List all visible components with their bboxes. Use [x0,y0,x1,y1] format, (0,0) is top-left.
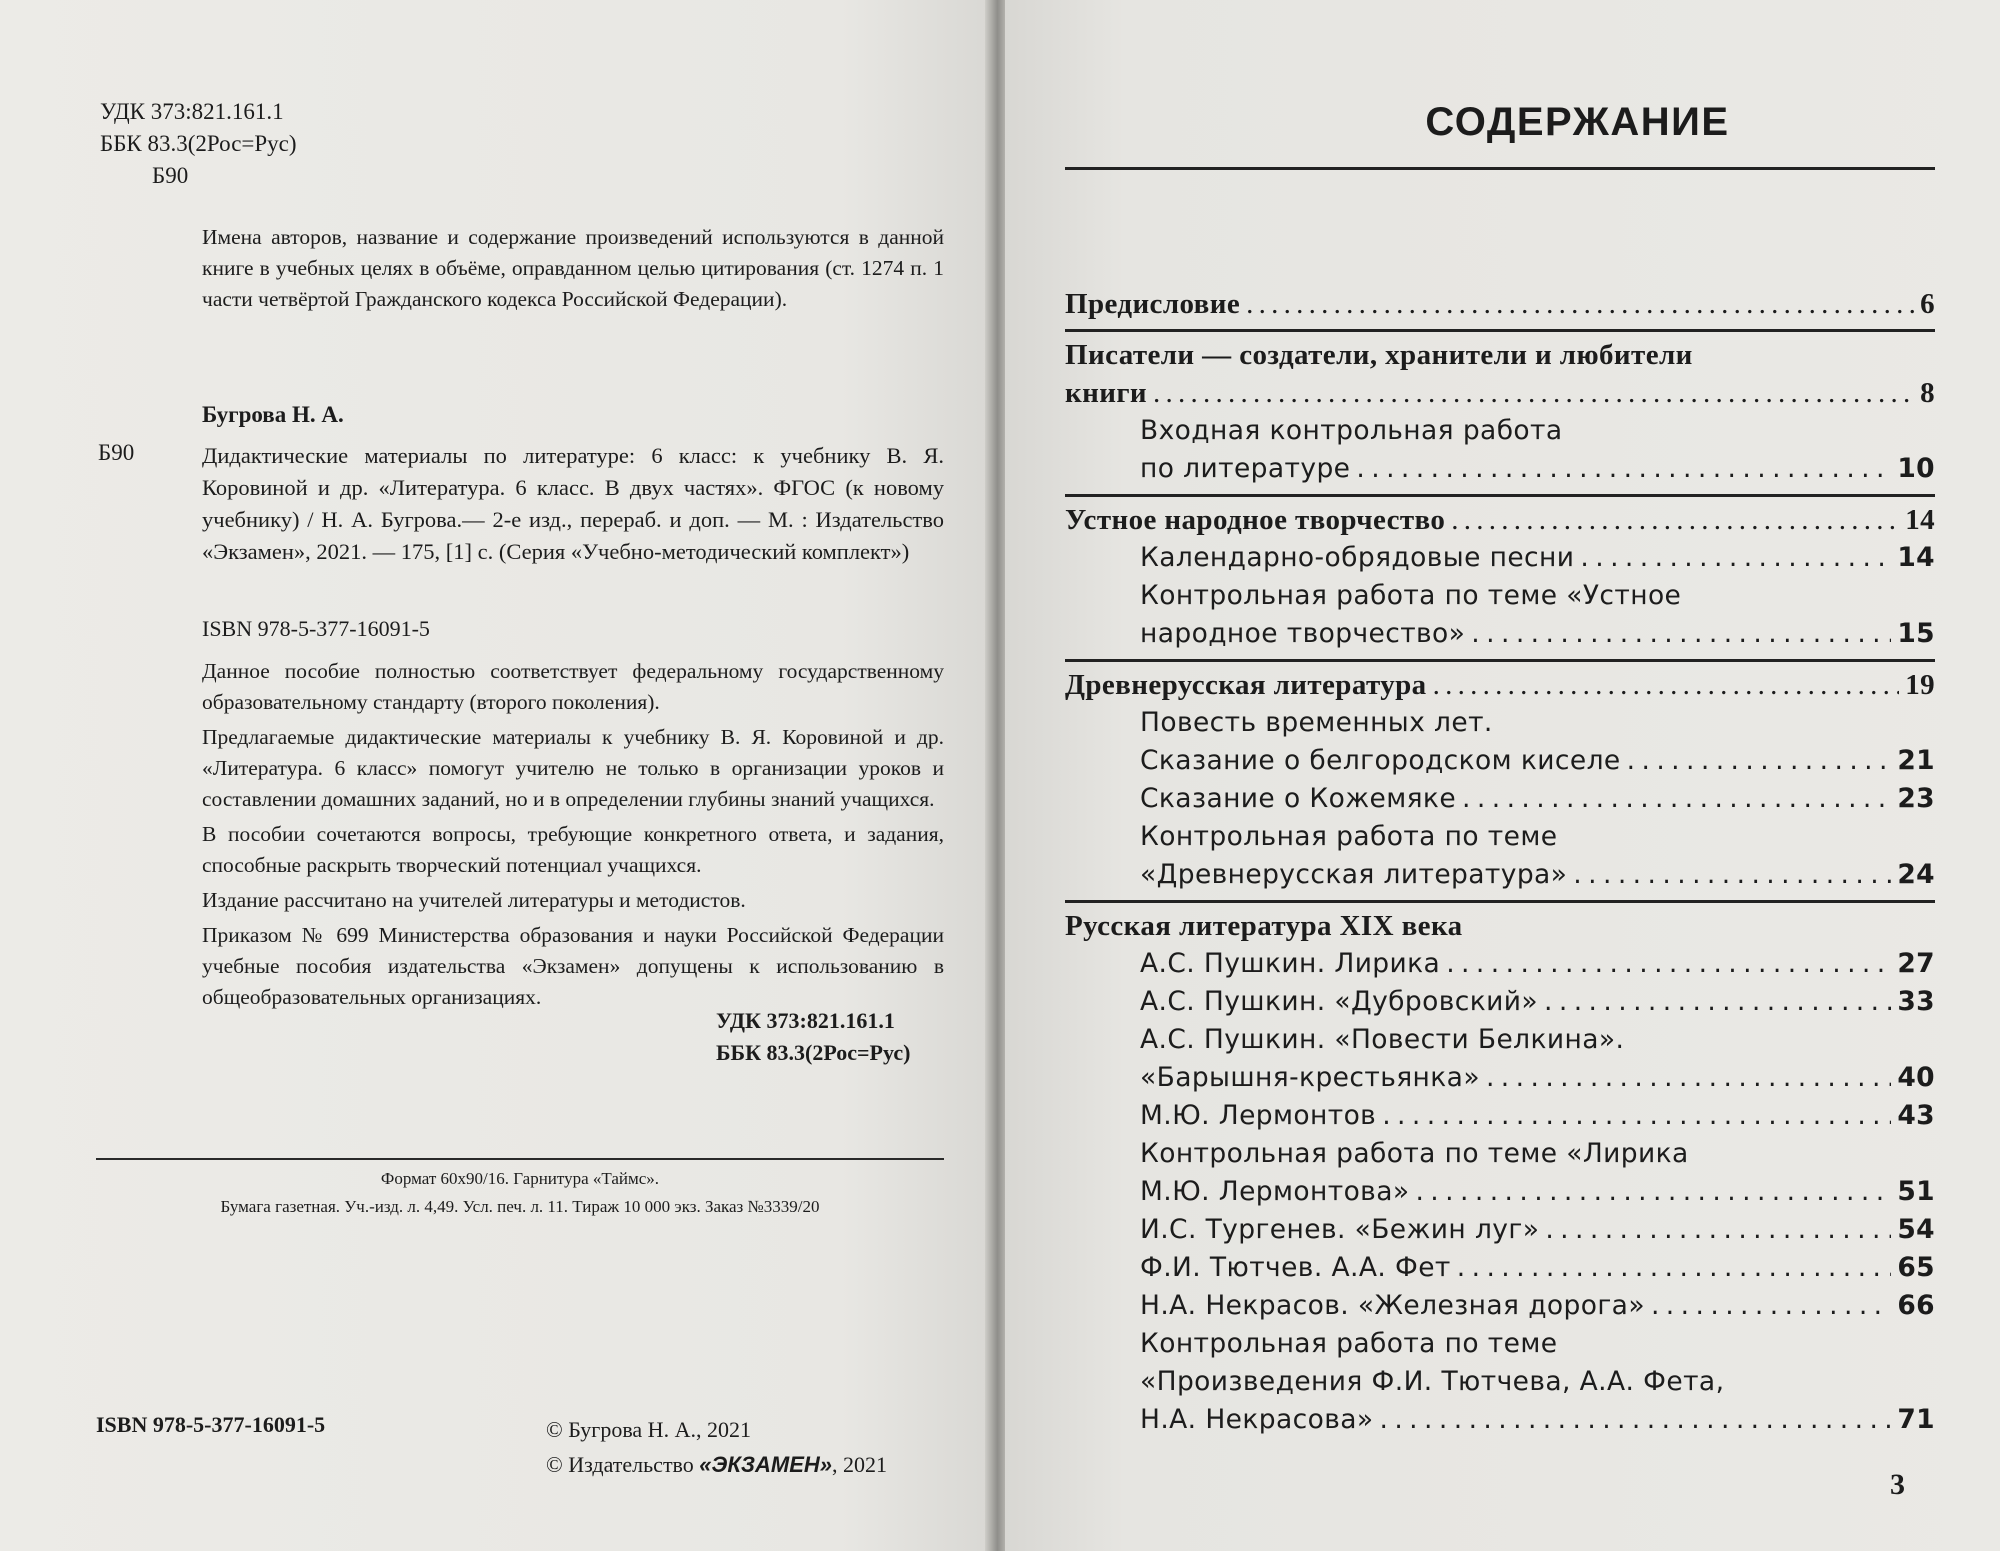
dot-leader [1580,539,1891,577]
toc-page-number: 51 [1897,1176,1935,1207]
toc-entry [1065,983,1935,1021]
copyright-publisher-year: , 2021 [832,1452,888,1477]
toc-entry-title: Контрольная работа по теме [1140,821,1558,852]
toc-page-number: 71 [1897,1404,1935,1435]
toc-page-number: 8 [1920,377,1935,409]
classification-codes [100,96,297,192]
imprint-line: Бумага газетная. Уч.-изд. л. 4,49. Усл. печ. л. 11. Тираж 10 000 экз. Заказ №3339/20 [220,1197,820,1216]
toc-entry-title: народное творчество» [1140,618,1466,649]
toc-entry-title: Ф.И. Тютчев. А.А. Фет [1140,1252,1451,1283]
toc-entry [1065,1135,1935,1173]
toc-title: СОДЕРЖАНИЕ [1425,100,1730,144]
isbn-line: ISBN 978-5-377-16091-5 [202,616,430,641]
toc-page-number: 10 [1897,453,1935,484]
toc-page-number: 14 [1905,504,1935,536]
toc-page-number: 15 [1897,618,1935,649]
bbk-code: ББК 83.3(2Рос=Рус) [100,131,297,156]
toc-entry-title: Сказание о белгородском киселе [1140,745,1621,776]
bibliographic-description: Дидактические материалы по литературе: 6 класс: к учебнику В. Я. Коровиной и др. «Литература. 6 класс. В двух частях». ФГОС (к новому учебнику) / Н. А. Бугрова.— 2-е изд., перераб. и доп. — М. : Издательство «Экзамен», 2021. — 175, [1] с. (Серия «Учебно-методический комплект») [202,443,944,564]
dot-leader [1415,1173,1891,1211]
dot-leader [1379,1401,1891,1439]
dot-leader [1382,1097,1891,1135]
toc-entry-title: книги [1065,377,1148,409]
copyrights [546,1412,887,1482]
toc-entry-title: по литературе [1140,453,1351,484]
toc-entry-title: А.С. Пушкин. Лирика [1140,948,1441,979]
imprint-divider [96,1158,944,1160]
toc-page-number: 65 [1897,1252,1935,1283]
toc-entry-title: М.Ю. Лермонтова» [1140,1176,1410,1207]
toc-section-heading [1065,374,1935,412]
dot-leader [1153,374,1914,412]
dot-leader [1627,742,1892,780]
toc-page-number: 19 [1905,669,1935,701]
toc-section [1065,659,1935,900]
toc-section-heading [1065,907,1935,945]
dot-leader [1246,285,1914,323]
toc-entry [1065,1287,1935,1325]
toc-entry [1065,1173,1935,1211]
publisher-brand: «ЭКЗАМЕН» [699,1452,833,1477]
toc-section [1065,285,1935,329]
annotation-paragraph: Данное пособие полностью соответствует федеральному государственному образовательному стандарту (второго поколения). [202,659,944,714]
toc-entry-title: Устное народное творчество [1065,504,1446,536]
toc-entry-title: А.С. Пушкин. «Дубровский» [1140,986,1538,1017]
dot-leader [1486,1059,1891,1097]
table-of-contents [1065,285,1935,1445]
toc-entry-title: Предисловие [1065,288,1241,320]
toc-entry-title: Древнерусская литература [1065,669,1427,701]
dot-leader [1573,856,1891,894]
toc-entry-title: Контрольная работа по теме [1140,1328,1558,1359]
annotation-paragraph: Издание рассчитано на учителей литературы и методистов. [202,888,746,912]
dot-leader [1544,983,1891,1021]
toc-entry [1065,1363,1935,1401]
toc-page-number: 21 [1897,745,1935,776]
author-name: Бугрова Н. А. [202,402,344,427]
toc-entry-title: И.С. Тургенев. «Бежин луг» [1140,1214,1540,1245]
toc-entry-title: А.С. Пушкин. «Повести Белкина». [1140,1024,1625,1055]
annotation-paragraph: Предлагаемые дидактические материалы к учебнику В. Я. Коровиной и др. «Литература. 6 класс» помогут учителю не только в организации уроков и составлении домашних заданий, но и в определении глубины знаний учащихся. [202,725,944,811]
toc-section-heading [1065,501,1935,539]
toc-section-heading [1065,666,1935,704]
toc-entry [1065,856,1935,894]
toc-page-number: 54 [1897,1214,1935,1245]
toc-entry [1065,1097,1935,1135]
toc-entry [1065,615,1935,653]
toc-entry [1065,1249,1935,1287]
toc-page-number: 14 [1897,542,1935,573]
toc-page-number: 40 [1897,1062,1935,1093]
toc-entry-title: «Произведения Ф.И. Тютчева, А.А. Фета, [1140,1366,1725,1397]
toc-entry-title: Контрольная работа по теме «Устное [1140,580,1682,611]
toc-title-rule [1065,167,1935,170]
toc-entry-title: Календарно-обрядовые песни [1140,542,1575,573]
dot-leader [1471,615,1891,653]
annotation-paragraph: В пособии сочетаются вопросы, требующие конкретного ответа, и задания, способные раскрыть творческий потенциал учащихся. [202,822,944,877]
toc-entry-title: Входная контрольная работа [1140,415,1563,446]
toc-entry [1065,412,1935,450]
dot-leader [1451,501,1899,539]
annotation-paragraph: Приказом № 699 Министерства образования и науки Российской Федерации учебные пособия издательства «Экзамен» допущены к использованию в общеобразовательных организациях. [202,923,944,1009]
toc-section-heading [1065,285,1935,323]
bbk-bold: ББК 83.3(2Рос=Рус) [716,1040,911,1065]
toc-page-number: 27 [1897,948,1935,979]
toc-page-number: 24 [1897,859,1935,890]
udk-code: УДК 373:821.161.1 [100,99,284,124]
toc-page-number: 6 [1920,288,1935,320]
toc-entry-title: Писатели — создатели, хранители и любители [1065,339,1693,371]
toc-entry [1065,539,1935,577]
toc-entry-title: Сказание о Кожемяке [1140,783,1457,814]
toc-entry [1065,742,1935,780]
dot-leader [1356,450,1891,488]
toc-entry [1065,1059,1935,1097]
dot-leader [1457,1249,1892,1287]
toc-section [1065,900,1935,1445]
toc-entry-title: «Древнерусская литература» [1140,859,1568,890]
toc-entry [1065,1021,1935,1059]
toc-entry [1065,1325,1935,1363]
copyright-publisher [546,1447,887,1482]
toc-entry [1065,1401,1935,1439]
toc-entry-title: Н.А. Некрасов. «Железная дорога» [1140,1290,1645,1321]
toc-page-number: 43 [1897,1100,1935,1131]
author-letter-code: Б90 [152,163,189,188]
page-number: 3 [1890,1468,1905,1501]
dot-leader [1462,780,1891,818]
copyright-publisher-prefix: © Издательство [546,1452,700,1477]
toc-page-number: 23 [1897,783,1935,814]
toc-entry [1065,945,1935,983]
toc-entry-title: «Барышня-крестьянка» [1140,1062,1480,1093]
dot-leader [1651,1287,1891,1325]
toc-section [1065,329,1935,494]
toc-entry [1065,818,1935,856]
toc-entry [1065,780,1935,818]
catalog-code: Б90 [98,440,135,465]
toc-section-heading [1065,336,1935,374]
isbn-bottom: ISBN 978-5-377-16091-5 [96,1412,326,1437]
annotation [202,656,944,1017]
toc-entry-title: М.Ю. Лермонтов [1140,1100,1377,1131]
toc-entry-title: Н.А. Некрасова» [1140,1404,1374,1435]
toc-entry-title: Русская литература XIX века [1065,910,1463,942]
copyright-author: © Бугрова Н. А., 2021 [546,1417,751,1442]
dot-leader [1433,666,1900,704]
toc-page-number: 33 [1897,986,1935,1017]
dot-leader [1545,1211,1891,1249]
udk-bold: УДК 373:821.161.1 [716,1008,895,1033]
dot-leader [1446,945,1891,983]
toc-section [1065,494,1935,659]
copyright-note: Имена авторов, название и содержание произведений используются в данной книге в учебных целях в объёме, оправданном целью цитирования (ст. 1274 п. 1 части четвёртой Гражданского кодекса Российской Федерации). [202,225,944,311]
imprint-line: Формат 60х90/16. Гарнитура «Таймс». [380,1169,660,1188]
toc-entry [1065,1211,1935,1249]
right-page [1005,0,2000,1551]
toc-entry [1065,577,1935,615]
toc-entry [1065,704,1935,742]
imprint [96,1165,944,1221]
left-page [0,0,990,1551]
toc-entry [1065,450,1935,488]
toc-page-number: 66 [1897,1290,1935,1321]
udk-bbk-block [716,1005,910,1069]
toc-entry-title: Повесть временных лет. [1140,707,1493,738]
toc-entry-title: Контрольная работа по теме «Лирика [1140,1138,1689,1169]
